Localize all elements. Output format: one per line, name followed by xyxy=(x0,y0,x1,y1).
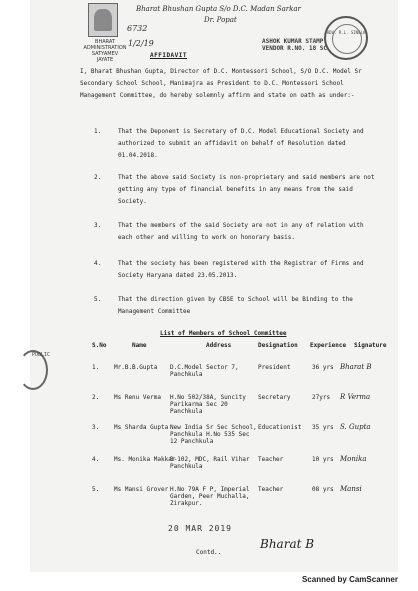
row-signature: R Verma xyxy=(340,393,371,401)
row-experience: 35 yrs xyxy=(312,424,334,431)
scanner-watermark: Scanned by CamScanner xyxy=(301,575,398,584)
item-text: That the direction given by CBSE to School will be Binding to the Management Committee xyxy=(118,296,353,315)
header-experience: Experience xyxy=(310,342,347,349)
item-number: 2. xyxy=(94,174,102,181)
row-signature: Bharat B xyxy=(340,363,372,371)
emblem-icon xyxy=(88,3,118,37)
row-designation: Teacher xyxy=(258,486,284,493)
row-name: Ms Renu Verma xyxy=(114,394,161,401)
header-sno: S.No xyxy=(92,342,107,349)
row-signature: Mansi xyxy=(340,485,362,493)
serial-number-2: 1/2/19 xyxy=(128,39,154,48)
left-seal-text: PUBLIC xyxy=(32,352,51,358)
row-name: Ms Mansi Grover xyxy=(114,486,169,493)
item-number: 3. xyxy=(94,222,102,229)
intro-paragraph: I, Bharat Bhushan Gupta, Director of D.C. Montessori School, S/O D.C. Model Sr Secondary School School, Manimajra as President to D.C. Montessori School Management Committee, do hereby solemnly affirm and state on oath as under:- xyxy=(80,68,362,99)
row-signature: S. Gupta xyxy=(340,423,371,431)
stamp-vendor-text: ASHOK KUMAR STAMP VENDOR R.NO. 18 SC xyxy=(262,38,328,52)
header-designation: Designation xyxy=(258,342,298,349)
row-sno: 3. xyxy=(92,424,100,431)
date-stamp: 20 MAR 2019 xyxy=(168,524,232,533)
row-sno: 2. xyxy=(92,394,100,401)
row-name: Mr.B.B.Gupta xyxy=(114,364,158,371)
document-title: AFFIDAVIT xyxy=(150,52,188,59)
row-address: B-102, MDC, Rail Vihar Panchkula xyxy=(170,456,250,470)
header-address: Address xyxy=(206,342,232,349)
row-name: Ms Sharda Gupta xyxy=(114,424,169,431)
row-experience: 08 yrs xyxy=(312,486,334,493)
row-experience: 27yrs xyxy=(312,394,331,401)
row-designation: Secretary xyxy=(258,394,291,401)
row-sno: 5. xyxy=(92,486,100,493)
item-text: That the members of the said Society are not in any of relation with each other and willing to work on honorary basis. xyxy=(118,222,364,241)
item-text: That the Deponent is Secretary of D.C. Model Educational Society and authorized to submit an affidavit on behalf of Resolution dated 01.04.2018. xyxy=(118,128,364,159)
row-sno: 4. xyxy=(92,456,100,463)
item-number: 1. xyxy=(94,128,102,135)
serial-number: 6732 xyxy=(127,24,148,33)
row-address: H.No 502/38A, Suncity Parikarma Sec 20 Panchkula xyxy=(170,394,246,415)
item-number: 4. xyxy=(94,260,102,267)
row-address: New India Sr Sec School, Panchkula H.No 535 Sec 12 Panchkula xyxy=(170,424,257,445)
item-text: That the society has been registered with the Registrar of Firms and Society Haryana dated 23.05.2013. xyxy=(118,260,364,279)
handwritten-note-2: Dr. Popat xyxy=(204,16,237,24)
item-text: That the above said Society is non-proprietary and said members are not getting any type of financial benefits in any means from the said Society. xyxy=(118,174,375,205)
row-name: Ms. Monika Makkar xyxy=(114,456,176,463)
header-signature: Signature xyxy=(354,342,387,349)
round-seal-text: ADV. R.L. SINGLA xyxy=(326,30,366,35)
continued-label: Contd.. xyxy=(196,549,222,556)
row-signature: Monika xyxy=(340,455,367,463)
handwritten-note: Bharat Bhushan Gupta S/o D.C. Madan Sarkar xyxy=(136,5,301,13)
row-address: D.C.Model Sector 7, Panchkula xyxy=(170,364,239,378)
row-experience: 36 yrs xyxy=(312,364,334,371)
item-number: 5. xyxy=(94,296,102,303)
row-designation: President xyxy=(258,364,291,371)
row-designation: Teacher xyxy=(258,456,284,463)
row-address: H.No 79A F P, Imperial Garden, Peer Muchalla, Zirakpur. xyxy=(170,486,250,507)
row-experience: 10 yrs xyxy=(312,456,334,463)
row-designation: Educationist xyxy=(258,424,302,431)
bottom-signature: Bharat B xyxy=(260,537,315,551)
stamp-seal-text: BHARAT ADMINISTRATION SATYAMEV JAYATE xyxy=(83,39,127,63)
list-title: List of Members of School Committee xyxy=(160,330,287,337)
row-sno: 1. xyxy=(92,364,100,371)
header-name: Name xyxy=(132,342,147,349)
